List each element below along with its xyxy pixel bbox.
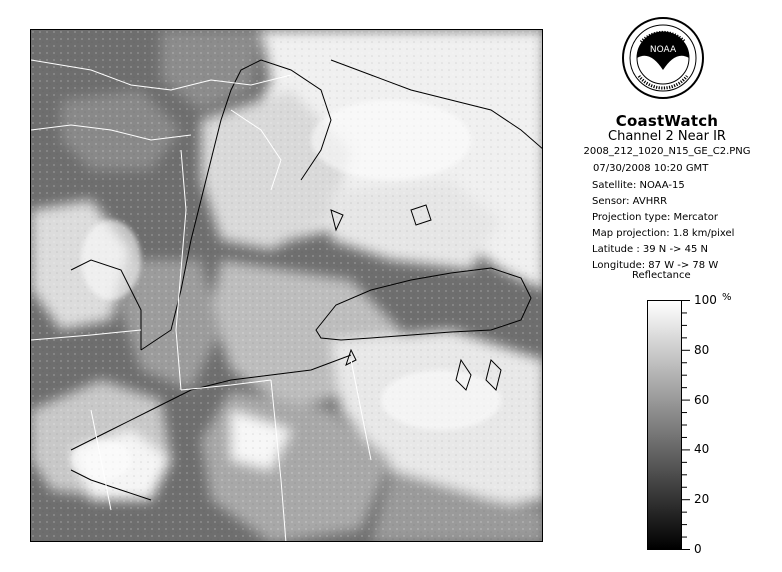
logo-text: NOAA xyxy=(649,45,677,55)
brand-title: CoastWatch xyxy=(615,112,719,130)
satellite: Satellite: NOAA-15 xyxy=(592,180,685,191)
satellite-map xyxy=(30,29,543,542)
filename: 2008_212_1020_N15_GE_C2.PNG xyxy=(583,146,751,157)
scale-unit: % xyxy=(722,292,732,303)
channel-title: Channel 2 Near IR xyxy=(608,129,726,144)
map-projection: Map projection: 1.8 km/pixel xyxy=(592,228,735,239)
scale-title: Reflectance xyxy=(632,270,691,281)
colorbar-tick-label: 40 xyxy=(694,442,710,457)
colorbar-ticks xyxy=(682,300,742,550)
colorbar-tick-label: 80 xyxy=(694,342,710,357)
colorbar-tick-label: 60 xyxy=(694,392,710,407)
colorbar-tick-label: 100 xyxy=(694,293,717,307)
projection-type: Projection type: Mercator xyxy=(592,212,718,223)
reflectance-colorbar xyxy=(647,300,682,550)
colorbar-tick-label: 0 xyxy=(694,542,702,556)
latitude: Latitude : 39 N -> 45 N xyxy=(592,244,708,255)
datetime: 07/30/2008 10:20 GMT xyxy=(593,163,709,174)
noaa-logo-icon xyxy=(621,16,705,100)
satellite-image-icon xyxy=(31,30,543,542)
sensor: Sensor: AVHRR xyxy=(592,196,668,207)
colorbar-tick-label: 20 xyxy=(694,492,710,507)
longitude: Longitude: 87 W -> 78 W xyxy=(592,260,719,271)
